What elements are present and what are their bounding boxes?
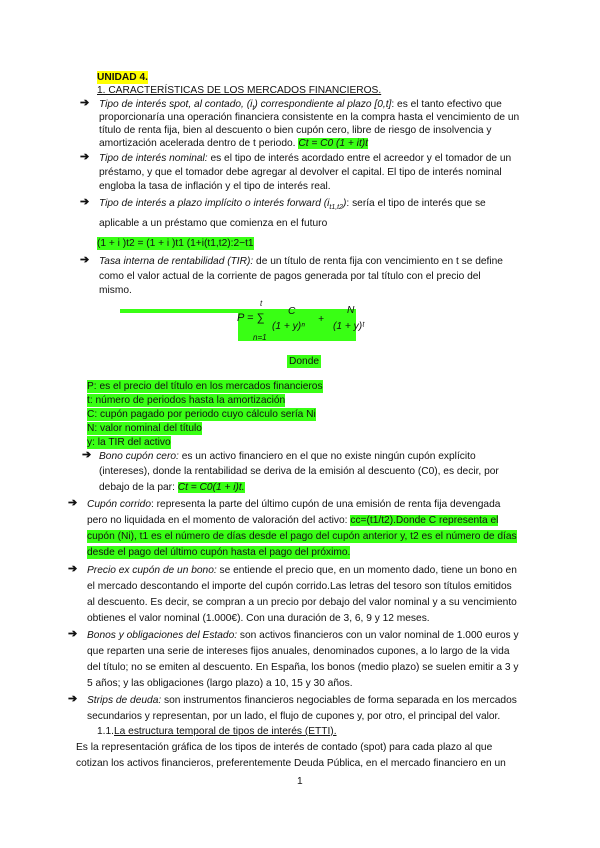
ex-coupon-line-2: el mercado descontando el importe del cupón corrido.Las letras del tesoro son títulos emitidos — [87, 581, 512, 592]
arrow-bullet-icon: ➔ — [68, 563, 78, 575]
arrow-bullet-icon: ➔ — [80, 97, 90, 109]
spot-line-4: amortización acelerada dentro de t periodo. Ct = C0 (1 + it)t — [99, 138, 368, 149]
spot-line-1: Tipo de interés spot, al contado, $(i_t)$ correspondiente al plazo [0,t]: es el tanto efectivo que — [99, 99, 502, 113]
tir-line-3: mismo. — [99, 285, 132, 296]
bonds-line-2: que reparten una serie de intereses fijos anuales, denominados cupones, a lo largo de la vida — [87, 646, 510, 657]
forward-line-2: aplicable a un préstamo que comienza en el futuro — [99, 218, 328, 229]
arrow-bullet-icon: ➔ — [80, 196, 90, 208]
zero-coupon-line-3: debajo de la par: Ct = C0(1 + i)t. — [99, 482, 245, 493]
accrued-line-1: Cupón corrido: representa la parte del último cupón de una emisión de renta fija devengada — [87, 499, 501, 510]
spot-formula: Ct = C0 (1 + it)t — [298, 138, 368, 149]
arrow-bullet-icon: ➔ — [80, 151, 90, 163]
spot-line-3: título de renta fija, bien al descuento o bien cupón cero, libre de riesgo de insolvencia y — [99, 125, 492, 136]
nominal-line-1: Tipo de interés nominal: es el tipo de interés acordado entre el acreedor y el tomador de un — [99, 153, 512, 164]
arrow-bullet-icon: ➔ — [80, 254, 90, 266]
ex-coupon-line-3: al descuento. Es decir, se compran a un precio por debajo del valor nominal y a su vencimiento — [87, 597, 517, 608]
definition-item: N: valor nominal del título — [87, 423, 202, 434]
tir-line-2: como el valor actual de la corriente de pagos generada por tal título con el precio del — [99, 271, 481, 282]
formula-sum-lower: n=1 — [253, 333, 267, 342]
ex-coupon-line-4: obtienes el valor nominal (1.000€). Con una duración de 3, 6, 9 y 12 meses. — [87, 613, 430, 624]
bonds-line-3: del título; no se emiten al descuento. En España, los bonos (medio plazo) se suelen emitir a 3 y — [87, 662, 519, 673]
definition-item: P: es el precio del título en los mercados financieros — [87, 381, 323, 392]
strips-line-1: Strips de deuda: son instrumentos financieros negociables de forma separada en los mercados — [87, 695, 517, 706]
formula-nominal: N — [347, 305, 355, 316]
zero-coupon-line-2: (intereses), donde la rentabilidad se deriva de la emisión al descuento (C0), es decir, por — [99, 466, 499, 477]
nominal-line-3: engloba la tasa de inflación y el tipo de interés real. — [99, 181, 331, 192]
tir-line-1: Tasa interna de rentabilidad (TIR): de un título de renta fija con vencimiento en t se define — [99, 256, 503, 267]
formula-denominator-1: (1 + y)ⁿ — [272, 321, 305, 332]
bonds-line-1: Bonos y obligaciones del Estado: son activos financieros con un valor nominal de 1.000 euros y — [87, 630, 519, 641]
accrued-line-3: cupón (Ni), t1 es el número de días desde el pago del cupón anterior y, t2 es el número de días — [87, 531, 517, 542]
arrow-bullet-icon: ➔ — [68, 628, 78, 640]
arrow-bullet-icon: ➔ — [68, 693, 78, 705]
zero-coupon-line-1: Bono cupón cero: es un activo financiero en el que no existe ningún cupón explícito — [99, 451, 476, 462]
arrow-bullet-icon: ➔ — [68, 497, 78, 509]
arrow-bullet-icon: ➔ — [82, 449, 92, 461]
spot-line-2: proporcionaría una operación financiera consistente en la compra hasta el vencimiento de un — [99, 112, 520, 123]
forward-formula: (1 + i )t2 = (1 + i )t1 (1+i(t1,t2):2−t1 — [97, 238, 254, 249]
ett-line-1: Es la representación gráfica de los tipos de interés de contado (spot) para cada plazo al que — [76, 742, 493, 753]
zero-coupon-formula: Ct = C0(1 + i)t. — [177, 482, 245, 493]
definition-item: y: la TIR del activo — [87, 437, 171, 448]
formula-price: P = ∑ — [237, 312, 265, 324]
ett-heading: 1.1.La estructura temporal de tipos de interés (ETTI). — [97, 726, 337, 737]
nominal-line-2: préstamo, y que el tomador debe agregar al devolver el capital. El tipo de interés nominal — [99, 167, 502, 178]
strips-line-2: secundarios y representan, por un lado, el flujo de cupones y, por otro, el principal del valor. — [87, 711, 501, 722]
formula-plus: + — [318, 314, 324, 325]
ex-coupon-line-1: Precio ex cupón de un bono: se entiende el precio que, en un momento dado, tiene un bono en — [87, 565, 517, 576]
page-number: 1 — [297, 776, 303, 787]
accrued-formula: cc=(t1/t2).Donde C representa el — [350, 515, 499, 526]
formula-sum-upper: t — [260, 299, 263, 308]
accrued-line-2: pero no liquidada en el momento de valoración del activo: cc=(t1/t2).Donde C representa el — [87, 515, 499, 526]
unit-title: UNIDAD 4. — [97, 72, 148, 83]
definition-item: t: número de periodos hasta la amortización — [87, 395, 286, 406]
accrued-line-4: desde el pago del último cupón hasta el pago del próximo. — [87, 547, 351, 558]
section-heading: 1. CARACTERÍSTICAS DE LOS MERCADOS FINANCIEROS. — [97, 85, 382, 96]
bonds-line-4: 5 años; y las obligaciones (largo plazo) a 10, 15 y 30 años. — [87, 678, 353, 689]
forward-line-1: Tipo de interés a plazo implícito o interés forward $(i_{t1,t2})$: sería el tipo de interés que se — [99, 198, 486, 212]
definition-item: C: cupón pagado por periodo cuyo cálculo sería Ni — [87, 409, 316, 420]
ett-line-2: cotizan los activos financieros, preferentemente Deuda Pública, en el mercado financiero en un — [76, 758, 506, 769]
donde-label: Donde — [289, 356, 320, 367]
formula-denominator-2: (1 + y)ᵗ — [333, 321, 365, 332]
formula-coupon: C — [288, 306, 296, 317]
